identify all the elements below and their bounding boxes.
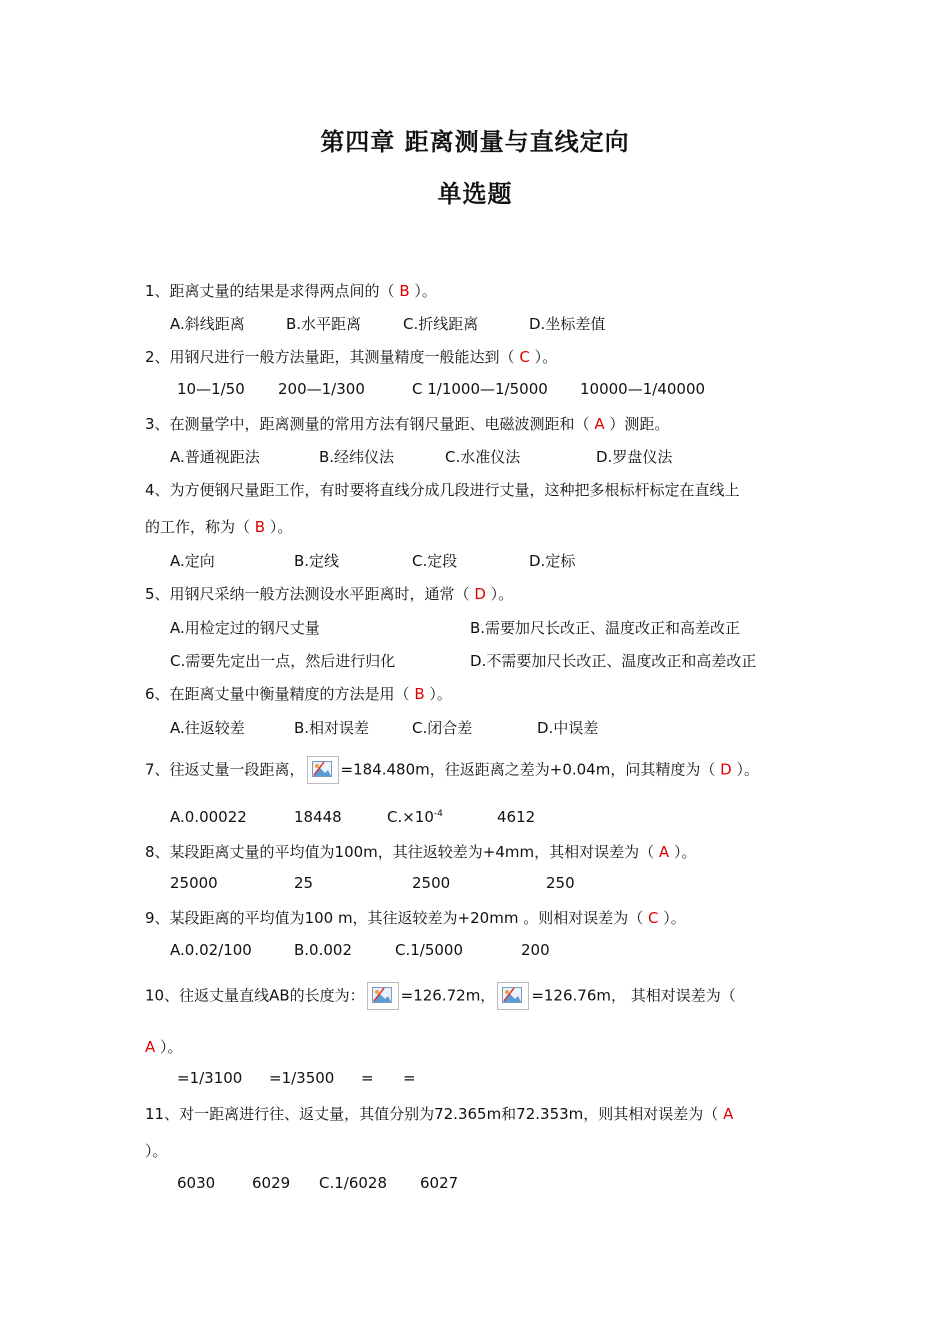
question-6: 6、在距离丈量中衡量精度的方法是用（ B ）。 bbox=[145, 685, 452, 703]
option: 25 bbox=[294, 874, 314, 892]
broken-image-icon bbox=[497, 982, 529, 1010]
option: D.中误差 bbox=[537, 719, 599, 737]
option: 200—1/300 bbox=[278, 380, 365, 398]
option: C 1/1000—1/5000 bbox=[412, 380, 548, 398]
option: B.定线 bbox=[294, 552, 340, 570]
option: C.需要先定出一点，然后进行归化 bbox=[170, 652, 396, 670]
option: 18448 bbox=[294, 808, 342, 826]
question-4-cont: 的工作，称为（ B ）。 bbox=[145, 518, 293, 536]
question-11-cont: ）。 bbox=[145, 1142, 168, 1160]
option: 10—1/50 bbox=[177, 380, 245, 398]
option: C.1/5000 bbox=[395, 941, 464, 959]
option: 6027 bbox=[420, 1174, 459, 1192]
option: B.水平距离 bbox=[286, 315, 362, 333]
option: 250 bbox=[546, 874, 575, 892]
option: D.坐标差值 bbox=[529, 315, 606, 333]
option: A.普通视距法 bbox=[170, 448, 260, 466]
question-10-cont: A ）。 bbox=[145, 1038, 183, 1056]
option: D.罗盘仪法 bbox=[596, 448, 673, 466]
option: = bbox=[403, 1069, 416, 1087]
answer: A bbox=[723, 1105, 734, 1123]
option: 4612 bbox=[497, 808, 536, 826]
question-8: 8、某段距离丈量的平均值为100m，其往返较差为+4mm，其相对误差为（ A ）。 bbox=[145, 843, 697, 861]
option: C.定段 bbox=[412, 552, 458, 570]
option: D.定标 bbox=[529, 552, 576, 570]
option: C.折线距离 bbox=[403, 315, 479, 333]
answer: B bbox=[254, 518, 266, 536]
option: C.1/6028 bbox=[319, 1174, 388, 1192]
option: B.相对误差 bbox=[294, 719, 370, 737]
option: 2500 bbox=[412, 874, 451, 892]
option: B.0.002 bbox=[294, 941, 353, 959]
option: 10000—1/40000 bbox=[580, 380, 706, 398]
answer: A bbox=[594, 415, 605, 433]
question-3: 3、在测量学中，距离测量的常用方法有钢尺量距、电磁波测距和（ A ）测距。 bbox=[145, 415, 670, 433]
question-7: 7、往返丈量一段距离， =184.480m，往返距离之差为+0.04m，问其精度为（ D ）。 bbox=[145, 756, 759, 784]
option: 25000 bbox=[170, 874, 218, 892]
option: A.定向 bbox=[170, 552, 215, 570]
broken-image-icon bbox=[307, 756, 339, 784]
answer: D bbox=[720, 760, 732, 779]
page-subtitle: 单选题 bbox=[437, 180, 513, 208]
option: A.往返较差 bbox=[170, 719, 245, 737]
option: 6030 bbox=[177, 1174, 216, 1192]
option: C.闭合差 bbox=[412, 719, 473, 737]
answer: B bbox=[414, 685, 425, 703]
option: = bbox=[361, 1069, 374, 1087]
option: A.用检定过的钢尺丈量 bbox=[170, 619, 320, 637]
answer: D bbox=[474, 585, 486, 603]
option: A.0.00022 bbox=[170, 808, 247, 826]
question-9: 9、某段距离的平均值为100 m，其往返较差为+20mm 。则相对误差为（ C ）。 bbox=[145, 909, 686, 927]
broken-image-icon bbox=[367, 982, 399, 1010]
question-11: 11、对一距离进行往、返丈量，其值分别为72.365m和72.353m，则其相对误差为（ A bbox=[145, 1105, 734, 1123]
question-10: 10、往返丈量直线AB的长度为： =126.72m， =126.76m， 其相对误差为（ bbox=[145, 982, 736, 1010]
option: 6029 bbox=[252, 1174, 291, 1192]
option: B.经纬仪法 bbox=[319, 448, 395, 466]
option: =1/3500 bbox=[269, 1069, 335, 1087]
option: C.水准仪法 bbox=[445, 448, 521, 466]
answer: C bbox=[647, 909, 659, 927]
answer: A bbox=[658, 843, 670, 861]
question-2: 2、用钢尺进行一般方法量距，其测量精度一般能达到（ C ）。 bbox=[145, 348, 558, 366]
option: A.斜线距离 bbox=[170, 315, 245, 333]
question-1: 1、距离丈量的结果是求得两点间的（ B ）。 bbox=[145, 282, 437, 300]
option: D.不需要加尺长改正、温度改正和高差改正 bbox=[470, 652, 757, 670]
answer: C bbox=[519, 348, 530, 366]
option: =1/3100 bbox=[177, 1069, 243, 1087]
question-5: 5、用钢尺采纳一般方法测设水平距离时，通常（ D ）。 bbox=[145, 585, 514, 603]
option: B.需要加尺长改正、温度改正和高差改正 bbox=[470, 619, 741, 637]
page-title: 第四章 距离测量与直线定向 bbox=[320, 128, 630, 156]
answer: A bbox=[145, 1038, 156, 1056]
question-4: 4、为方便钢尺量距工作，有时要将直线分成几段进行丈量，这种把多根标杆标定在直线上 bbox=[145, 481, 740, 499]
answer: B bbox=[399, 282, 410, 300]
option: 200 bbox=[521, 941, 550, 959]
option: A.0.02/100 bbox=[170, 941, 252, 959]
option: $C.\times 10^{-4}$ bbox=[387, 808, 443, 826]
